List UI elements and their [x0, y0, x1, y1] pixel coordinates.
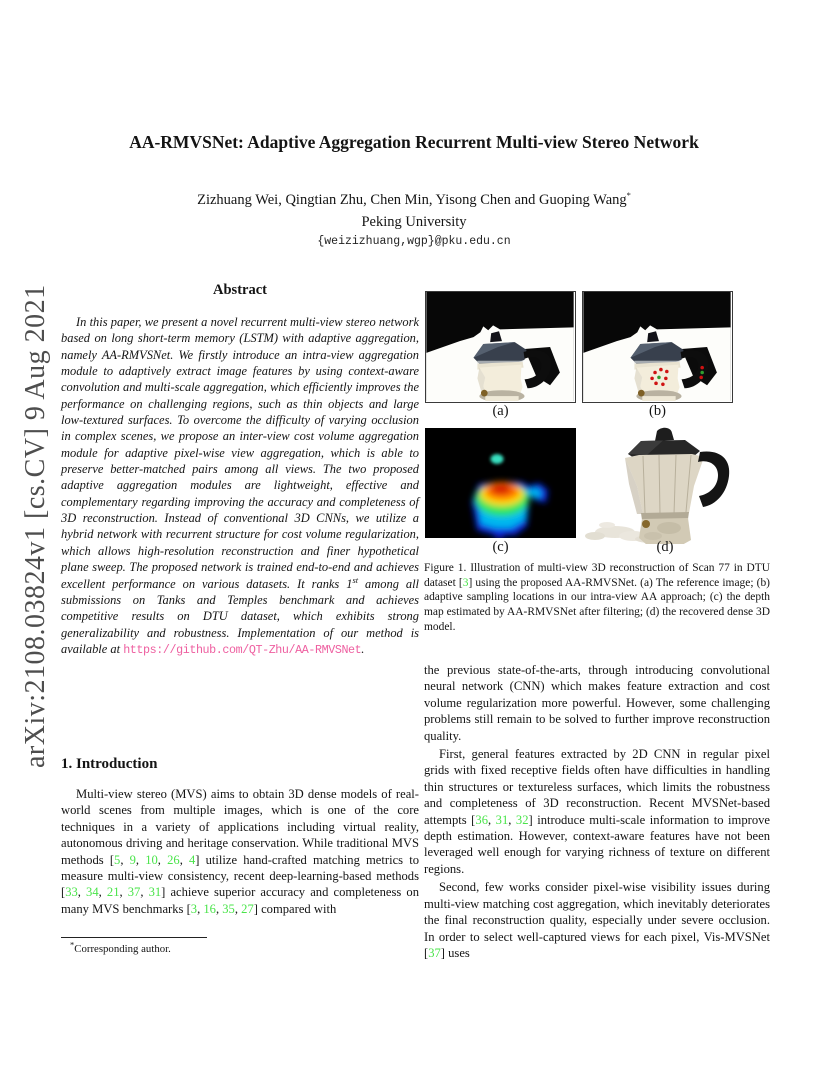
introduction-section — [61, 756, 419, 917]
corresponding-author-mark: * — [626, 190, 631, 201]
introduction-paragraph — [61, 786, 419, 917]
citation-link[interactable]: 36 — [475, 812, 488, 827]
citation-link[interactable]: 21 — [106, 885, 120, 900]
text-run: , — [157, 852, 168, 867]
text-run: , — [140, 885, 149, 900]
paragraph-second-problem — [424, 879, 770, 961]
abstract-heading: Abstract — [213, 282, 267, 298]
citation-link[interactable]: 37 — [428, 945, 441, 960]
citation-link[interactable]: 16 — [203, 901, 216, 916]
citation-link[interactable]: 34 — [86, 885, 99, 900]
footnote-label: Corresponding author. — [74, 943, 171, 955]
text-run: , — [197, 901, 204, 916]
text-run: , — [215, 901, 223, 916]
text-run: ] utilize hand-crafted matching metrics to measure multi-view consistency, recent deep-learning-based methods [ — [61, 852, 420, 900]
text-run: ] using the proposed AA-RMVSNet. (a) The reference image; (b) adaptive sampling locations in our intra-view AA approach; (c) the depth map estimated by AA-RMVSNet after filtering; (d) the recovered dense 3D model. — [424, 576, 770, 633]
footnote-rule — [61, 937, 207, 938]
figure-1a-reference-image — [425, 291, 576, 403]
text-run: ] compared with — [253, 901, 337, 916]
text-run: , — [119, 885, 128, 900]
citation-link[interactable]: 33 — [65, 885, 78, 900]
footnote-text — [61, 939, 419, 955]
figure-1 — [424, 291, 770, 559]
text-run: , — [120, 852, 130, 867]
figure-1c-label: (c) — [492, 539, 509, 555]
text-run: , — [77, 885, 87, 900]
affiliation: Peking University — [361, 214, 467, 230]
text-run: Second, few works consider pixel-wise visibility issues during multi-view matching cost aggregation, which inevitably deteriorates the final reconstruction quality, especially under severe occlusion. In order to select well-captured views for each pixel, Vis-MVSNet [ — [424, 880, 770, 960]
citation-link[interactable]: 37 — [127, 885, 141, 900]
text-run: , — [487, 812, 496, 827]
citation-link[interactable]: 5 — [114, 852, 121, 867]
text-run: , — [234, 901, 242, 916]
citation-link[interactable]: 9 — [129, 852, 136, 867]
text-run: . — [361, 641, 365, 656]
citation-link[interactable]: 4 — [188, 852, 196, 867]
superscript: st — [352, 574, 359, 585]
figure-1b-sampling-image — [582, 291, 733, 403]
paragraph-first-problem — [424, 746, 770, 877]
footnote-mark: * — [70, 939, 75, 950]
text-run: ] achieve superior accuracy and completeness on many MVS benchmarks [ — [61, 885, 420, 916]
figure-1b-label: (b) — [649, 403, 666, 419]
figure-1a-label: (a) — [492, 403, 509, 419]
text-run: among all submissions on Tanks and Temples benchmark and achieves competitive results on DTU dataset, which exhibits strong generalizability and robustness. Implementation of our method is available at — [61, 576, 419, 656]
figure-1-caption — [424, 561, 770, 635]
citation-link[interactable]: 35 — [222, 901, 235, 916]
paragraph-continuation: the previous state-of-the-arts, through introducing convolutional neural network (CNN) which makes feature extraction and cost volume regularization more powerful. However, some challenging problems still remain to be solved to further improve reconstruction quality. — [424, 663, 770, 743]
text-run: Multi-view stereo (MVS) aims to obtain 3D dense models of real-world scenes from multiple images, which is one of the core techniques in a variety of applications including virtual reality, autonomous driving and heritage conservation. While traditional MVS methods [ — [61, 787, 419, 867]
abstract-section — [61, 282, 419, 671]
figure-1d-3d-model — [581, 424, 749, 544]
footnote — [61, 937, 419, 955]
citation-link[interactable]: 31 — [495, 812, 509, 827]
introduction-heading: 1. Introduction — [61, 756, 158, 772]
text-run: Figure 1. Illustration of multi-view 3D reconstruction of Scan 77 in DTU dataset [ — [424, 562, 770, 589]
depth-map-illustration — [425, 428, 576, 538]
citation-link[interactable]: 27 — [241, 901, 254, 916]
figure-1c-depth-map — [425, 428, 576, 538]
paper-title: AA-RMVSNet: Adaptive Aggregation Recurrent Multi-view Stereo Network — [129, 132, 699, 152]
reconstructed-model-illustration — [581, 424, 749, 544]
text-run: ] uses — [440, 945, 470, 960]
text-run: , — [98, 885, 107, 900]
email-line[interactable]: {weizizhuang,wgp}@pku.edu.cn — [317, 235, 511, 248]
citation-link[interactable]: 3 — [462, 576, 469, 589]
citation-link[interactable]: 3 — [190, 901, 198, 916]
right-column-text — [424, 662, 770, 963]
citation-link[interactable]: 26 — [167, 852, 180, 867]
text-run: ] introduce multi-scale information to improve depth estimation. However, context-aware features have not been leveraged well enough for varying richness of texture on different regions. — [424, 812, 771, 876]
author-list — [60, 192, 768, 209]
text-run: , — [179, 852, 189, 867]
citation-link[interactable]: 10 — [145, 852, 158, 867]
moka-pot-sampling-illustration — [583, 292, 731, 401]
authors-text: Zizhuang Wei, Qingtian Zhu, Chen Min, Yisong Chen and Guoping Wang — [197, 192, 627, 208]
citation-link[interactable]: 31 — [148, 885, 162, 900]
moka-pot-reference-illustration — [426, 292, 574, 401]
figure-1d-label: (d) — [656, 539, 674, 555]
arxiv-sidebar-stamp: arXiv:2108.03824v1 [cs.CV] 9 Aug 2021 — [20, 284, 51, 768]
citation-link[interactable]: 32 — [515, 812, 529, 827]
abstract-text — [61, 314, 419, 658]
text-run: , — [135, 852, 146, 867]
github-url-link[interactable]: https://github.com/QT-Zhu/AA-RMVSNet — [123, 642, 362, 657]
text-run: In this paper, we present a novel recurrent multi-view stereo network based on long short-term memory (LSTM) with adaptive aggregation, namely AA-RMVSNet. We firstly introduce an intra-view aggregation module to adaptively extract image features by using context-aware convolution and multi-scale aggregation, which efficiently improves the performance on challenging regions, such as thin objects and large low-textured surfaces. To overcome the difficulty of varying occlusion in complex scenes, we propose an inter-view cost volume aggregation module for adaptive pixel-wise view aggregation, which is able to preserve better-matched pairs among all views. The two proposed adaptive aggregation modules are lightweight, effective and complementary regarding improving the accuracy and completeness of 3D reconstruction. Instead of conventional 3D CNNs, we utilize a hybrid network with recurrent structure for cost volume regularization, which allows high-resolution reconstruction and finer hypothetical plane sweep. The proposed network is trained end-to-end and achieves excellent performance on various datasets. It ranks 1 — [61, 315, 419, 591]
text-run: , — [508, 812, 516, 827]
text-run: First, general features extracted by 2D CNN in regular pixel grids with fixed receptive fields often have difficulties in handling thin structures or textureless surfaces, which limits the robustness and completeness of 3D reconstruction. Recent MVSNet-based attempts [ — [424, 747, 770, 827]
